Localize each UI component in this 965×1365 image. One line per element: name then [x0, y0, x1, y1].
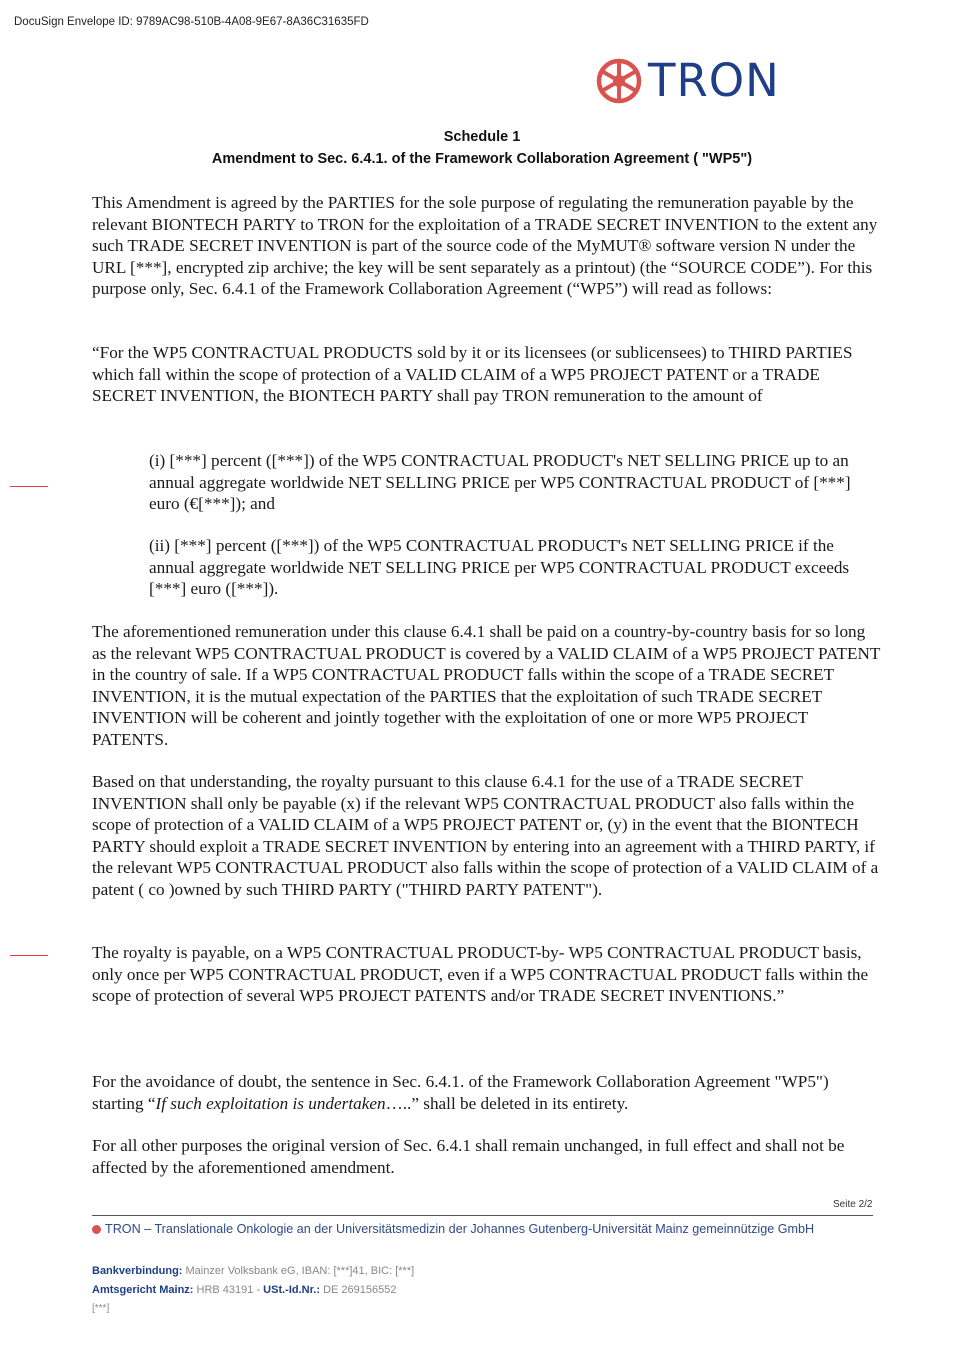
understanding-paragraph: Based on that understanding, the royalty pursuant to this clause 6.4.1 for the use of a TRADE SECRET INVENTION shall only be payable (x) if the relevant WP5 CONTRACTUAL PRODUCT also falls within the scope of protection of a VALID CLAIM of a WP5 PROJECT PATENT or, (y) in the event that the BIONTECH PARTY should exploit a TRADE SECRET INVENTION by entering into an agreement with a THIRD PARTY, if the relevant WP5 CONTRACTUAL PRODUCT also falls within the scope of protection of a VALID CLAIM of a patent ( co )owned by such THIRD PARTY ("THIRD PARTY PATENT").	[92, 772, 879, 899]
bank-details	[92, 1265, 414, 1277]
page-number: Seite 2/2	[833, 1199, 873, 1210]
tron-wheel-icon	[596, 58, 642, 104]
amendment-title: Amendment to Sec. 6.4.1. of the Framework Collaboration Agreement ( "WP5")	[211, 151, 753, 167]
envelope-id: DocuSign Envelope ID: 9789AC98-510B-4A08-9E67-8A36C31635FD	[14, 16, 369, 28]
margin-change-mark	[10, 955, 48, 956]
bank-label: Bankverbindung:	[92, 1265, 183, 1277]
footer-divider	[92, 1215, 873, 1216]
margin-change-mark	[10, 486, 48, 487]
vat-value: DE 269156552	[320, 1284, 397, 1296]
avoidance-text-italic: If such exploitation is undertaken	[155, 1093, 386, 1113]
court-label: Amtsgericht Mainz:	[92, 1284, 194, 1296]
tron-dot-icon	[92, 1225, 101, 1234]
avoidance-text-start: For the avoidance of doubt, the sentence in Sec. 6.4.1. of the Framework Collaboration Agreement "WP5") starting “	[92, 1072, 829, 1113]
intro-paragraph: This Amendment is agreed by the PARTIES for the sole purpose of regulating the remuneration payable by the relevant BIONTECH PARTY to TRON for the exploitation of a TRADE SECRET INVENTION to the extent any such TRADE SECRET INVENTION is part of the source code of the MyMUT® software version N under the URL [***], encrypted zip archive; the key will be sent separately as a printout) (the “SOURCE CODE”). For this purpose only, Sec. 6.4.1 of the Framework Collaboration Agreement (“WP5”) will read as follows:	[92, 193, 878, 298]
vat-label: USt.-Id.Nr.:	[263, 1284, 321, 1296]
footer-organization	[92, 1222, 814, 1236]
tron-logo	[596, 54, 780, 107]
court-details	[92, 1284, 396, 1296]
court-value: HRB 43191 -	[193, 1284, 264, 1296]
avoidance-paragraph	[92, 1071, 882, 1114]
clause-item-ii: (ii) [***] percent ([***]) of the WP5 CONTRACTUAL PRODUCT's NET SELLING PRICE if the annual aggregate worldwide NET SELLING PRICE per WP5 CONTRACTUAL PRODUCT exceeds [***] euro ([***]).	[149, 536, 850, 598]
other-purposes-paragraph: For all other purposes the original version of Sec. 6.4.1 shall remain unchanged, in full effect and shall not be affected by the aforementioned amendment.	[92, 1136, 845, 1177]
redacted-line: [***]	[92, 1303, 110, 1314]
bank-value: Mainzer Volksbank eG, IBAN: [***]41, BIC: [***]	[182, 1265, 415, 1277]
country-basis-paragraph: The aforementioned remuneration under this clause 6.4.1 shall be paid on a country-by-country basis for so long as the relevant WP5 CONTRACTUAL PRODUCT is covered by a VALID CLAIM of a WP5 PROJECT PATENT in the country of sale. If a WP5 CONTRACTUAL PRODUCT falls within the scope of a TRADE SECRET INVENTION, it is the mutual expectation of the PARTIES that the exploitation of such TRADE SECRET INVENTION will be coherent and jointly together with the exploitation of one or more WP5 PROJECT PATENTS.	[92, 622, 881, 749]
avoidance-text-end: …..” shall be deleted in its entirety.	[385, 1093, 629, 1113]
royalty-paragraph: The royalty is payable, on a WP5 CONTRACTUAL PRODUCT-by- WP5 CONTRACTUAL PRODUCT basis, only once per WP5 CONTRACTUAL PRODUCT, even if a WP5 CONTRACTUAL PRODUCT falls within the scope of protection of several WP5 PROJECT PATENTS and/or TRADE SECRET INVENTIONS.”	[92, 943, 869, 1005]
logo-wordmark: TRON	[648, 54, 780, 107]
schedule-title: Schedule 1	[443, 129, 521, 145]
remuneration-paragraph: “For the WP5 CONTRACTUAL PRODUCTS sold by it or its licensees (or sublicensees) to THIRD PARTIES which fall within the scope of protection of a VALID CLAIM of a WP5 PROJECT PATENT or a TRADE SECRET INVENTION, the BIONTECH PARTY shall pay TRON remuneration to the amount of	[92, 343, 853, 405]
clause-item-i: (i) [***] percent ([***]) of the WP5 CONTRACTUAL PRODUCT's NET SELLING PRICE up to an annual aggregate worldwide NET SELLING PRICE per WP5 CONTRACTUAL PRODUCT of [***] euro (€[***]); and	[149, 451, 851, 513]
footer-org-text: TRON – Translationale Onkologie an der Universitätsmedizin der Johannes Gutenberg-Universität Mainz gemeinnützige GmbH	[105, 1222, 815, 1236]
